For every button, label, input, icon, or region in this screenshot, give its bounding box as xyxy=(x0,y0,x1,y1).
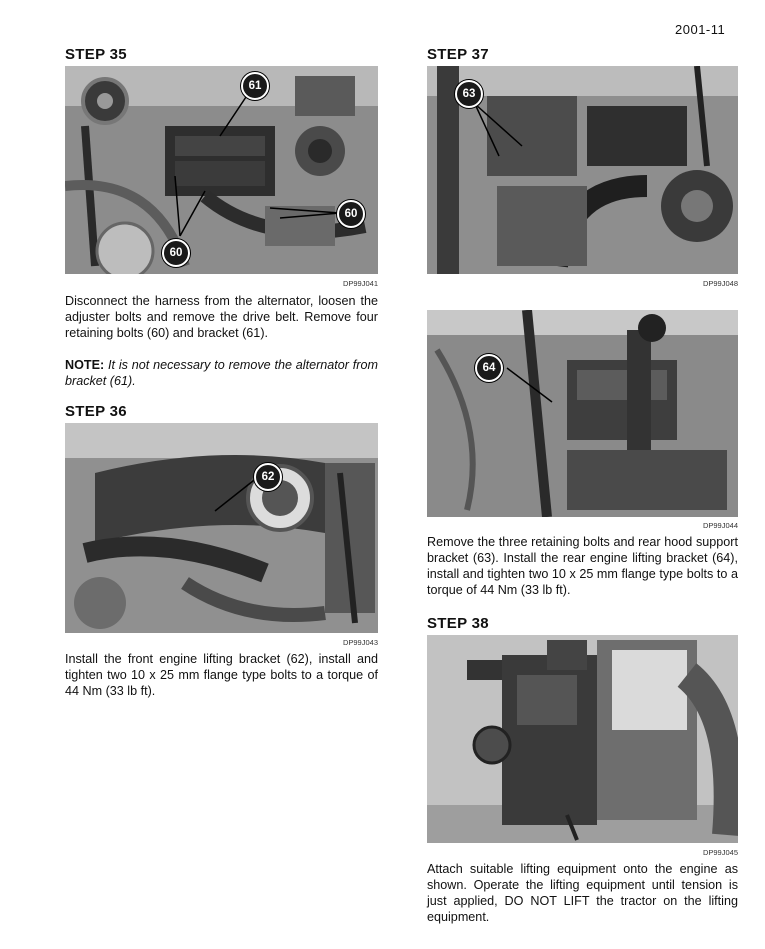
step-38-image-code: DP99J045 xyxy=(702,848,738,857)
step-35-text: Disconnect the harness from the alternator, loosen the adjuster bolts and remove the drive belt. Remove four retaining bolts (60) and bracket (61). xyxy=(65,294,378,340)
step-37-title: STEP 37 xyxy=(427,46,489,63)
step-35-title: STEP 35 xyxy=(65,46,127,63)
callout-64: 64 xyxy=(475,354,503,382)
callout-63: 63 xyxy=(455,80,483,108)
step-38-text: Attach suitable lifting equipment onto the engine as shown. Operate the lifting equipment until tension is just applied, DO NOT LIFT the tractor on the lifting equipment. xyxy=(427,862,738,924)
step-37-photo-2 xyxy=(427,310,738,517)
callout-61: 61 xyxy=(241,72,269,100)
step-36-photo xyxy=(65,423,378,633)
callout-62: 62 xyxy=(254,463,282,491)
step-38-title: STEP 38 xyxy=(427,615,489,632)
step-36-title: STEP 36 xyxy=(65,403,127,420)
step-37-text: Remove the three retaining bolts and rear hood support bracket (63). Install the rear engine lifting bracket (64), install and tighten two 10 x 25 mm flange type bolts to a torque of 44 Nm (33 lb ft). xyxy=(427,535,738,597)
page-number: 2001-11 xyxy=(675,22,726,37)
step-35-photo xyxy=(65,66,378,274)
step-36-text: Install the front engine lifting bracket (62), install and tighten two 10 x 25 mm flange type bolts to a torque of 44 Nm (33 lb ft). xyxy=(65,652,378,698)
step-38-photo xyxy=(427,635,738,843)
note-label: NOTE: xyxy=(65,358,105,372)
note-text: It is not necessary to remove the alternator from bracket (61). xyxy=(65,358,378,388)
callout-60-right: 60 xyxy=(337,200,365,228)
step-37-image-code-1: DP99J048 xyxy=(702,279,738,288)
step-37-photo-1 xyxy=(427,66,738,274)
callout-60-left: 60 xyxy=(162,239,190,267)
step-35-image-code: DP99J041 xyxy=(342,279,378,288)
step-35-note xyxy=(65,357,378,389)
step-37-image-code-2: DP99J044 xyxy=(702,521,738,530)
step-36-image-code: DP99J043 xyxy=(342,638,378,647)
